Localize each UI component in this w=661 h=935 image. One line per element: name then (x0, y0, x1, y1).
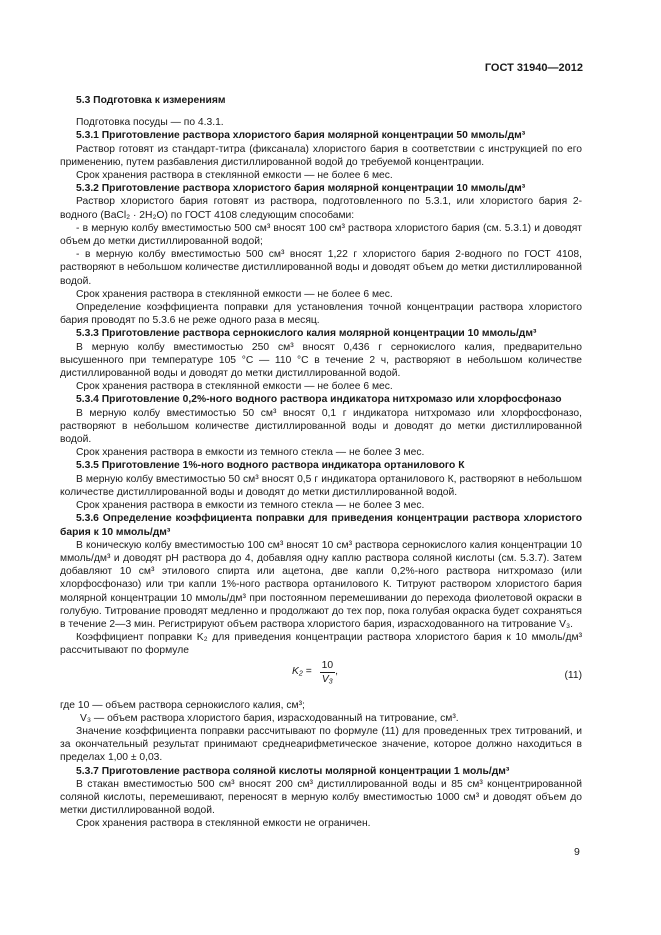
where-line: V₃ — объем раствора хлористого бария, израсходованный на титрование, см³. (80, 712, 459, 724)
formula-denominator: V₃ (321, 673, 333, 685)
paragraph: В мерную колбу вместимостью 50 см³ вносят 0,1 г индикатора нитхромазо или хлорфосфоназо, растворяют в небольшом количестве дистиллированной воды и доводят до метки дистиллированной водой. (60, 407, 582, 446)
paragraph: Раствор готовят из стандарт-титра (фиксанала) хлористого бария в соответствии с инструкцией по его применению, путем разбавления дистиллированной водой до требуемой концентрации. (60, 143, 582, 168)
paragraph: Срок хранения раствора в стеклянной емкости не ограничен. (76, 818, 371, 830)
page-number: 9 (574, 846, 580, 858)
paragraph: Срок хранения раствора в стеклянной емкости — не более 6 мес. (76, 170, 393, 182)
section-5-3-6-title: 5.3.6 Определение коэффициента поправки для приведения концентрации раствора хлористого бария к 10 ммоль/дм³ (60, 513, 582, 538)
formula-number: (11) (564, 669, 582, 681)
list-item: - в мерную колбу вместимостью 500 см³ вносят 1,22 г хлористого бария 2-водного по ГОСТ 4108, растворяют в небольшом количестве дистиллированной воды и доводят объем до метки дистиллированной водой. (60, 249, 582, 287)
paragraph: Коэффициент поправки K₂ для приведения концентрации раствора хлористого бария к 10 ммоль/дм³ рассчитывают по формуле (60, 632, 582, 657)
section-5-3-2-title: 5.3.2 Приготовление раствора хлористого бария молярной концентрации 10 ммоль/дм³ (76, 183, 526, 195)
paragraph: Срок хранения раствора в емкости из темного стекла — не более 3 мес. (76, 500, 425, 512)
section-5-3-5-title: 5.3.5 Приготовление 1%-ного водного раствора индикатора ортанилового К (76, 460, 465, 472)
where-line: где 10 — объем раствора сернокислого калия, см³; (60, 699, 305, 711)
paragraph: Срок хранения раствора в емкости из темного стекла — не более 3 мес. (76, 447, 425, 459)
paragraph: Подготовка посуды — по 4.3.1. (76, 117, 224, 129)
list-item: - в мерную колбу вместимостью 500 см³ вносят 100 см³ раствора хлористого бария (см. 5.3.1) и доводят объем до метки дистиллированной водой; (60, 222, 582, 248)
paragraph: Определение коэффициента поправки для установления точной концентрации раствора хлористого бария проводят по 5.3.6 не реже одного раза в месяц. (60, 302, 582, 327)
document-body (60, 92, 582, 831)
section-5-3-7-title: 5.3.7 Приготовление раствора соляной кислоты молярной концентрации 1 моль/дм³ (76, 765, 510, 777)
paragraph: В мерную колбу вместимостью 50 см³ вносят 0,5 г индикатора ортанилового К, растворяют в небольшом количестве дистиллированной воды и доводят до метки дистиллированной водой. (60, 473, 582, 498)
paragraph: Срок хранения раствора в стеклянной емкости — не более 6 мес. (76, 288, 393, 300)
paragraph: В стакан вместимостью 500 см³ вносят 200 см³ дистиллированной воды и 85 см³ концентрированной соляной кислоты, перемешивают, переносят в мерную колбу вместимостью 1000 см³ и доводят объем до метки дистиллированной водой. (60, 778, 582, 817)
section-5-3-4-title: 5.3.4 Приготовление 0,2%-ного водного раствора индикатора нитхромазо или хлорфосфоназо (76, 394, 562, 406)
paragraph: В мерную колбу вместимостью 250 см³ вносят 0,436 г сернокислого калия, предварительно высушенного при температуре 105 °С — 110 °С в течение 2 ч, растворяют в небольшом количестве дистиллированной воды и доводят до метки дистиллированной водой. (60, 341, 582, 380)
formula-lhs: K₂ = (292, 666, 312, 678)
section-5-3-1-title: 5.3.1 Приготовление раствора хлористого бария молярной концентрации 50 ммоль/дм³ (76, 130, 526, 142)
paragraph: Значение коэффициента поправки рассчитывают по формуле (11) для проведенных трех титрований, и за окончательный результат принимают среднеарифметическое значение, которое должно находиться в пределах 1,00 ± 0,03. (60, 725, 582, 764)
paragraph: Раствор хлористого бария готовят из раствора, подготовленного по 5.3.1, или хлористого бария 2-водного (BaCl₂ · 2H₂O) по ГОСТ 4108 следующим способами: (60, 196, 582, 221)
paragraph: Срок хранения раствора в стеклянной емкости — не более 6 мес. (76, 381, 393, 393)
formula-expression (292, 659, 338, 686)
section-5-3-title: 5.3 Подготовка к измерениям (76, 95, 226, 106)
section-5-3-3-title: 5.3.3 Приготовление раствора сернокислого калия молярной концентрации 10 ммоль/дм³ (76, 328, 537, 340)
formula-fraction (320, 659, 335, 686)
formula-numerator: 10 (321, 659, 334, 671)
formula-tail: , (335, 666, 339, 678)
formula-11 (60, 659, 582, 695)
paragraph: В коническую колбу вместимостью 100 см³ вносят 10 см³ раствора сернокислого калия концентрации 10 ммоль/дм³ и доводят pH раствора до 4, добавляя одну каплю раствора соляной кислоты (см. 5.3.7). Затем добавляют 10 см³ этилового спирта или ацетона, две капли 0,2%-ного раствора нитхромазо (или хлорфосфоназо) или три капли 1%-ного раствора ортанилового К. Титруют раствором хлористого бария молярной концентрации 10 ммоль/дм³ при постоянном перемешивании до перехода фиолетовой окраски в голубую. Титрование проводят медленно и продолжают до тех пор, пока голубая окраска будет сохраняться в течение 2—3 мин. Регистрируют объем раствора хлористого бария, израсходованного на титрование V₃. (60, 539, 582, 630)
standard-header: ГОСТ 31940—2012 (484, 62, 583, 74)
